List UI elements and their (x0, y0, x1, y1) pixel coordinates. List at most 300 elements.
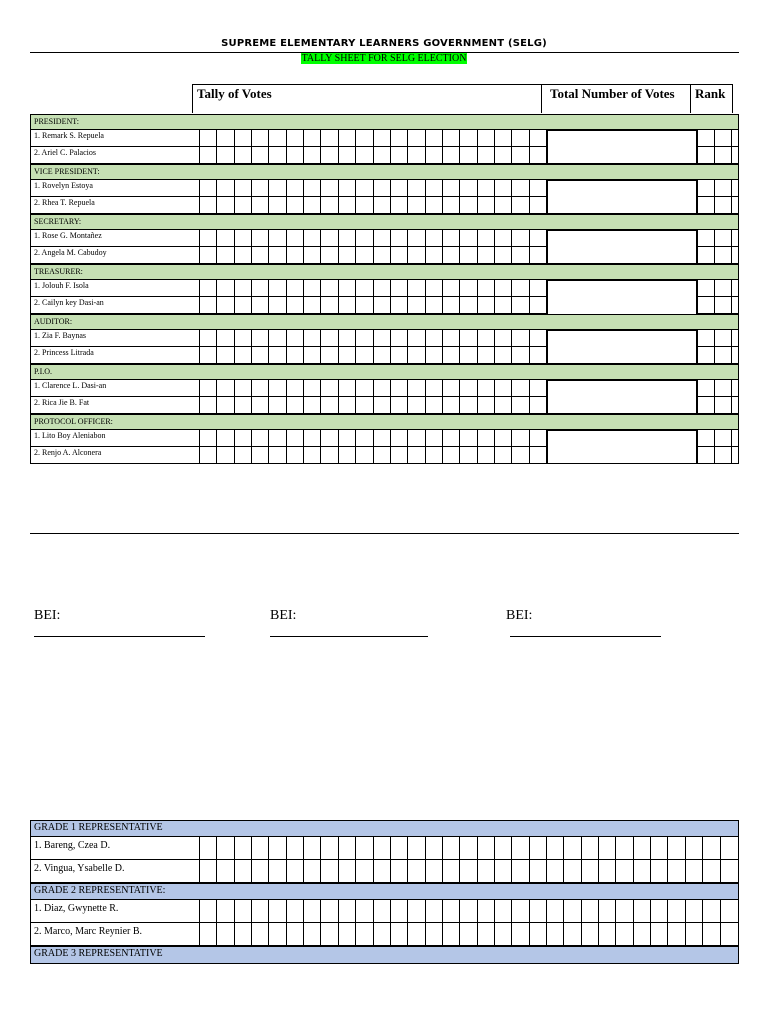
tally-cell (355, 330, 356, 346)
tally-cell (268, 837, 269, 859)
tally-cell (697, 397, 698, 413)
tally-cell (390, 180, 391, 196)
tally-cell (477, 380, 478, 396)
tally-cell (199, 147, 200, 163)
tally-cell (442, 837, 443, 859)
tally-cell (477, 837, 478, 859)
tally-cell (320, 900, 321, 922)
tally-cell (494, 130, 495, 146)
tally-cell (529, 397, 530, 413)
tally-cell (251, 860, 252, 882)
tally-cell (373, 397, 374, 413)
tally-cell (529, 297, 530, 313)
tally-cell (216, 180, 217, 196)
tally-cell (714, 230, 715, 246)
tally-cell (477, 900, 478, 922)
tally-cell (633, 900, 634, 922)
tally-cell (320, 297, 321, 313)
tally-cell (714, 280, 715, 296)
tally-cell (286, 837, 287, 859)
tally-cell (216, 247, 217, 263)
tally-cell (303, 900, 304, 922)
tally-cell (442, 130, 443, 146)
candidate-name: 2. Ariel C. Palacios (34, 148, 96, 157)
tally-cell (338, 860, 339, 882)
tally-cell (251, 130, 252, 146)
tally-cell (338, 197, 339, 213)
tally-cell (459, 180, 460, 196)
tally-cell (199, 297, 200, 313)
tally-cell (286, 447, 287, 463)
tally-cell (373, 860, 374, 882)
tally-cell (234, 923, 235, 945)
tally-cell (425, 837, 426, 859)
tally-cell (731, 197, 732, 213)
tally-cell (407, 380, 408, 396)
tally-cell (459, 147, 460, 163)
tally-cell (338, 347, 339, 363)
tally-cell (615, 923, 616, 945)
tally-cell (286, 280, 287, 296)
tally-cell (581, 837, 582, 859)
tally-cell (407, 280, 408, 296)
total-votes-header: Total Number of Votes (541, 84, 691, 113)
bei-label-3: BEI: (506, 608, 533, 623)
tally-cell (731, 330, 732, 346)
tally-cell (268, 230, 269, 246)
tally-cell (373, 330, 374, 346)
tally-cell (234, 900, 235, 922)
tally-cell (731, 380, 732, 396)
tally-cell (390, 430, 391, 446)
tally-cell (303, 330, 304, 346)
tally-cell (390, 197, 391, 213)
tally-cell (494, 837, 495, 859)
tally-cell (529, 923, 530, 945)
tally-cell (338, 900, 339, 922)
tally-cell (685, 837, 686, 859)
grade-candidate-row (30, 900, 739, 923)
candidate-name: 2. Marco, Marc Reynier B. (34, 926, 143, 937)
tally-cell (320, 347, 321, 363)
tally-cell (286, 860, 287, 882)
tally-cell (390, 147, 391, 163)
tally-cell (511, 247, 512, 263)
tally-cell (355, 380, 356, 396)
tally-cell (373, 430, 374, 446)
tally-cell (731, 280, 732, 296)
tally-cell (563, 900, 564, 922)
grade-header: GRADE 2 REPRESENTATIVE: (30, 883, 739, 900)
tally-cell (477, 180, 478, 196)
tally-cell (407, 397, 408, 413)
tally-cell (615, 837, 616, 859)
tally-cell (697, 380, 698, 396)
tally-cell (407, 860, 408, 882)
tally-cell (303, 380, 304, 396)
tally-cell (216, 397, 217, 413)
tally-cell (477, 197, 478, 213)
tally-cell (563, 837, 564, 859)
tally-cell (338, 247, 339, 263)
tally-cell (303, 280, 304, 296)
tally-cell (373, 130, 374, 146)
tally-cell (355, 297, 356, 313)
tally-cell (216, 330, 217, 346)
tally-cell (268, 247, 269, 263)
tally-cell (320, 230, 321, 246)
tally-cell (251, 430, 252, 446)
tally-cell (199, 397, 200, 413)
tally-cell (477, 347, 478, 363)
tally-cell (702, 923, 703, 945)
position-header: PRESIDENT: (30, 114, 739, 130)
tally-cell (529, 147, 530, 163)
tally-cell (425, 197, 426, 213)
total-votes-box[interactable] (547, 180, 697, 214)
tally-cell (320, 147, 321, 163)
tally-cell (286, 380, 287, 396)
tally-cell (442, 397, 443, 413)
tally-cell (494, 230, 495, 246)
tally-cell (303, 923, 304, 945)
tally-cell (714, 180, 715, 196)
tally-cell (511, 147, 512, 163)
tally-cell (373, 147, 374, 163)
position-header: AUDITOR: (30, 314, 739, 330)
total-votes-box[interactable] (547, 280, 697, 316)
tally-cell (268, 130, 269, 146)
total-votes-box[interactable] (547, 330, 697, 364)
bei-signature-line-1 (34, 636, 205, 637)
tally-cell (268, 180, 269, 196)
tally-cell (407, 347, 408, 363)
tally-cell (459, 860, 460, 882)
tally-cell (268, 380, 269, 396)
tally-cell (529, 900, 530, 922)
tally-cell (685, 860, 686, 882)
tally-cell (529, 180, 530, 196)
tally-cell (731, 180, 732, 196)
tally-cell (425, 230, 426, 246)
tally-cell (373, 197, 374, 213)
tally-cell (199, 447, 200, 463)
tally-cell (511, 430, 512, 446)
tally-cell (442, 247, 443, 263)
tally-cell (338, 397, 339, 413)
tally-cell (714, 397, 715, 413)
tally-cell (320, 380, 321, 396)
tally-cell (494, 430, 495, 446)
tally-cell (286, 330, 287, 346)
candidate-name: 2. Angela M. Cabudoy (34, 248, 107, 257)
tally-cell (511, 900, 512, 922)
tally-cell (598, 860, 599, 882)
tally-cell (338, 180, 339, 196)
tally-cell (216, 230, 217, 246)
position-header: SECRETARY: (30, 214, 739, 230)
tally-cell (494, 923, 495, 945)
tally-cell (286, 297, 287, 313)
tally-cell (320, 180, 321, 196)
tally-cell (477, 330, 478, 346)
tally-cell (650, 860, 651, 882)
bei-signature-line-3 (510, 636, 661, 637)
candidate-name: 1. Clarence L. Dasi-an (34, 381, 107, 390)
tally-cell (529, 197, 530, 213)
tally-cell (546, 900, 547, 922)
tally-cell (390, 280, 391, 296)
tally-cell (442, 430, 443, 446)
tally-cell (494, 197, 495, 213)
tally-cell (442, 280, 443, 296)
tally-cell (251, 900, 252, 922)
tally-cell (697, 347, 698, 363)
tally-cell (199, 430, 200, 446)
tally-cell (303, 197, 304, 213)
tally-cell (442, 900, 443, 922)
tally-cell (494, 447, 495, 463)
tally-cell (199, 280, 200, 296)
tally-cell (598, 900, 599, 922)
tally-cell (477, 860, 478, 882)
tally-cell (442, 380, 443, 396)
tally-cell (390, 297, 391, 313)
tally-cell (251, 280, 252, 296)
tally-cell (477, 147, 478, 163)
tally-cell (731, 397, 732, 413)
tally-cell (425, 923, 426, 945)
tally-cell (731, 130, 732, 146)
tally-cell (390, 900, 391, 922)
tally-cell (477, 247, 478, 263)
candidate-name: 1. Rovelyn Estoya (34, 181, 93, 190)
grade-header: GRADE 1 REPRESENTATIVE (30, 820, 739, 837)
tally-cell (320, 837, 321, 859)
rank-header: Rank (690, 84, 733, 113)
tally-cell (338, 923, 339, 945)
tally-cell (529, 130, 530, 146)
tally-cell (268, 347, 269, 363)
candidate-name: 1. Rose G. Montañez (34, 231, 102, 240)
tally-cell (216, 923, 217, 945)
tally-cell (459, 923, 460, 945)
tally-cell (199, 247, 200, 263)
tally-cell (697, 247, 698, 263)
tally-cell (338, 147, 339, 163)
tally-cell (338, 380, 339, 396)
tally-cell (459, 430, 460, 446)
tally-cell (731, 347, 732, 363)
tally-cell (407, 130, 408, 146)
tally-cell (234, 330, 235, 346)
tally-cell (199, 130, 200, 146)
tally-cell (459, 397, 460, 413)
tally-cell (477, 397, 478, 413)
tally-cell (234, 347, 235, 363)
tally-cell (511, 130, 512, 146)
tally-cell (425, 330, 426, 346)
tally-cell (529, 330, 530, 346)
tally-cell (494, 380, 495, 396)
tally-cell (303, 430, 304, 446)
tally-cell (286, 900, 287, 922)
tally-cell (390, 447, 391, 463)
tally-cell (286, 247, 287, 263)
tally-cell (338, 130, 339, 146)
tally-cell (216, 380, 217, 396)
tally-cell (199, 230, 200, 246)
tally-cell (511, 197, 512, 213)
tally-cell (529, 380, 530, 396)
tally-cell (199, 330, 200, 346)
tally-cell (355, 130, 356, 146)
tally-cell (216, 837, 217, 859)
tally-cell (685, 923, 686, 945)
tally-cell (355, 837, 356, 859)
tally-cell (459, 837, 460, 859)
tally-cell (511, 297, 512, 313)
tally-cell (494, 860, 495, 882)
tally-cell (355, 347, 356, 363)
tally-cell (407, 297, 408, 313)
tally-cell (720, 860, 721, 882)
tally-cell (697, 130, 698, 146)
tally-cell (667, 837, 668, 859)
tally-cell (199, 197, 200, 213)
tally-cell (199, 900, 200, 922)
tally-cell (338, 297, 339, 313)
tally-cell (459, 447, 460, 463)
bei-label-2: BEI: (270, 608, 297, 623)
total-votes-box[interactable] (547, 130, 697, 164)
tally-cell (286, 180, 287, 196)
tally-cell (320, 247, 321, 263)
tally-cell (373, 447, 374, 463)
total-votes-box[interactable] (547, 380, 697, 414)
tally-cell (234, 860, 235, 882)
tally-cell (373, 280, 374, 296)
tally-cell (731, 430, 732, 446)
tally-cell (511, 923, 512, 945)
tally-cell (199, 180, 200, 196)
tally-cell (373, 247, 374, 263)
tally-cell (338, 330, 339, 346)
tally-cell (425, 280, 426, 296)
grade-candidate-row (30, 837, 739, 860)
tally-cell (373, 380, 374, 396)
tally-cell (390, 230, 391, 246)
tally-cell (615, 860, 616, 882)
tally-cell (702, 837, 703, 859)
tally-cell (268, 147, 269, 163)
tally-cell (442, 447, 443, 463)
tally-cell (529, 430, 530, 446)
tally-cell (714, 147, 715, 163)
total-votes-box[interactable] (547, 430, 697, 464)
tally-cell (494, 330, 495, 346)
tally-cell (320, 397, 321, 413)
tally-cell (697, 430, 698, 446)
tally-cell (511, 280, 512, 296)
total-votes-box[interactable] (547, 230, 697, 264)
tally-cell (234, 837, 235, 859)
tally-cell (216, 297, 217, 313)
candidate-name: 2. Cailyn key Dasi-an (34, 298, 104, 307)
tally-cell (268, 330, 269, 346)
tally-cell (425, 297, 426, 313)
tally-cell (355, 230, 356, 246)
tally-cell (425, 860, 426, 882)
tally-cell (216, 860, 217, 882)
tally-cell (407, 147, 408, 163)
tally-cell (373, 297, 374, 313)
tally-cell (459, 197, 460, 213)
subtitle-highlight: TALLY SHEET FOR SELG ELECTION (301, 53, 467, 64)
tally-cell (494, 147, 495, 163)
candidate-name: 1. Diaz, Gwynette R. (34, 903, 119, 914)
tally-cell (286, 197, 287, 213)
grade-candidate-row (30, 923, 739, 946)
tally-cell (390, 397, 391, 413)
tally-cell (390, 330, 391, 346)
tally-cell (650, 900, 651, 922)
tally-cell (286, 397, 287, 413)
tally-cell (303, 447, 304, 463)
candidate-name: 2. Vingua, Ysabelle D. (34, 863, 125, 874)
tally-cell (216, 430, 217, 446)
tally-cell (268, 430, 269, 446)
tally-cell (442, 230, 443, 246)
tally-cell (373, 837, 374, 859)
tally-cell (477, 447, 478, 463)
tally-cell (338, 230, 339, 246)
tally-cell (286, 923, 287, 945)
tally-cell (702, 900, 703, 922)
tally-cell (511, 380, 512, 396)
tally-cell (303, 837, 304, 859)
tally-cell (355, 280, 356, 296)
tally-cell (714, 430, 715, 446)
tally-cell (667, 860, 668, 882)
tally-cell (494, 180, 495, 196)
tally-cell (320, 447, 321, 463)
tally-cell (697, 230, 698, 246)
tally-cell (459, 380, 460, 396)
tally-cell (563, 860, 564, 882)
tally-cell (546, 860, 547, 882)
tally-cell (494, 280, 495, 296)
tally-cell (303, 860, 304, 882)
tally-cell (650, 923, 651, 945)
tally-cell (320, 130, 321, 146)
tally-cell (234, 447, 235, 463)
tally-cell (286, 147, 287, 163)
tally-cell (529, 447, 530, 463)
tally-cell (697, 147, 698, 163)
tally-cell (714, 130, 715, 146)
tally-cell (511, 230, 512, 246)
tally-cell (320, 923, 321, 945)
tally-cell (494, 900, 495, 922)
tally-cell (303, 397, 304, 413)
candidate-name: 1. Jolouh F. Isola (34, 281, 89, 290)
tally-cell (355, 447, 356, 463)
tally-cell (720, 837, 721, 859)
tally-cell (731, 147, 732, 163)
candidate-name: 1. Lito Boy Aleniabon (34, 431, 106, 440)
tally-cell (720, 923, 721, 945)
